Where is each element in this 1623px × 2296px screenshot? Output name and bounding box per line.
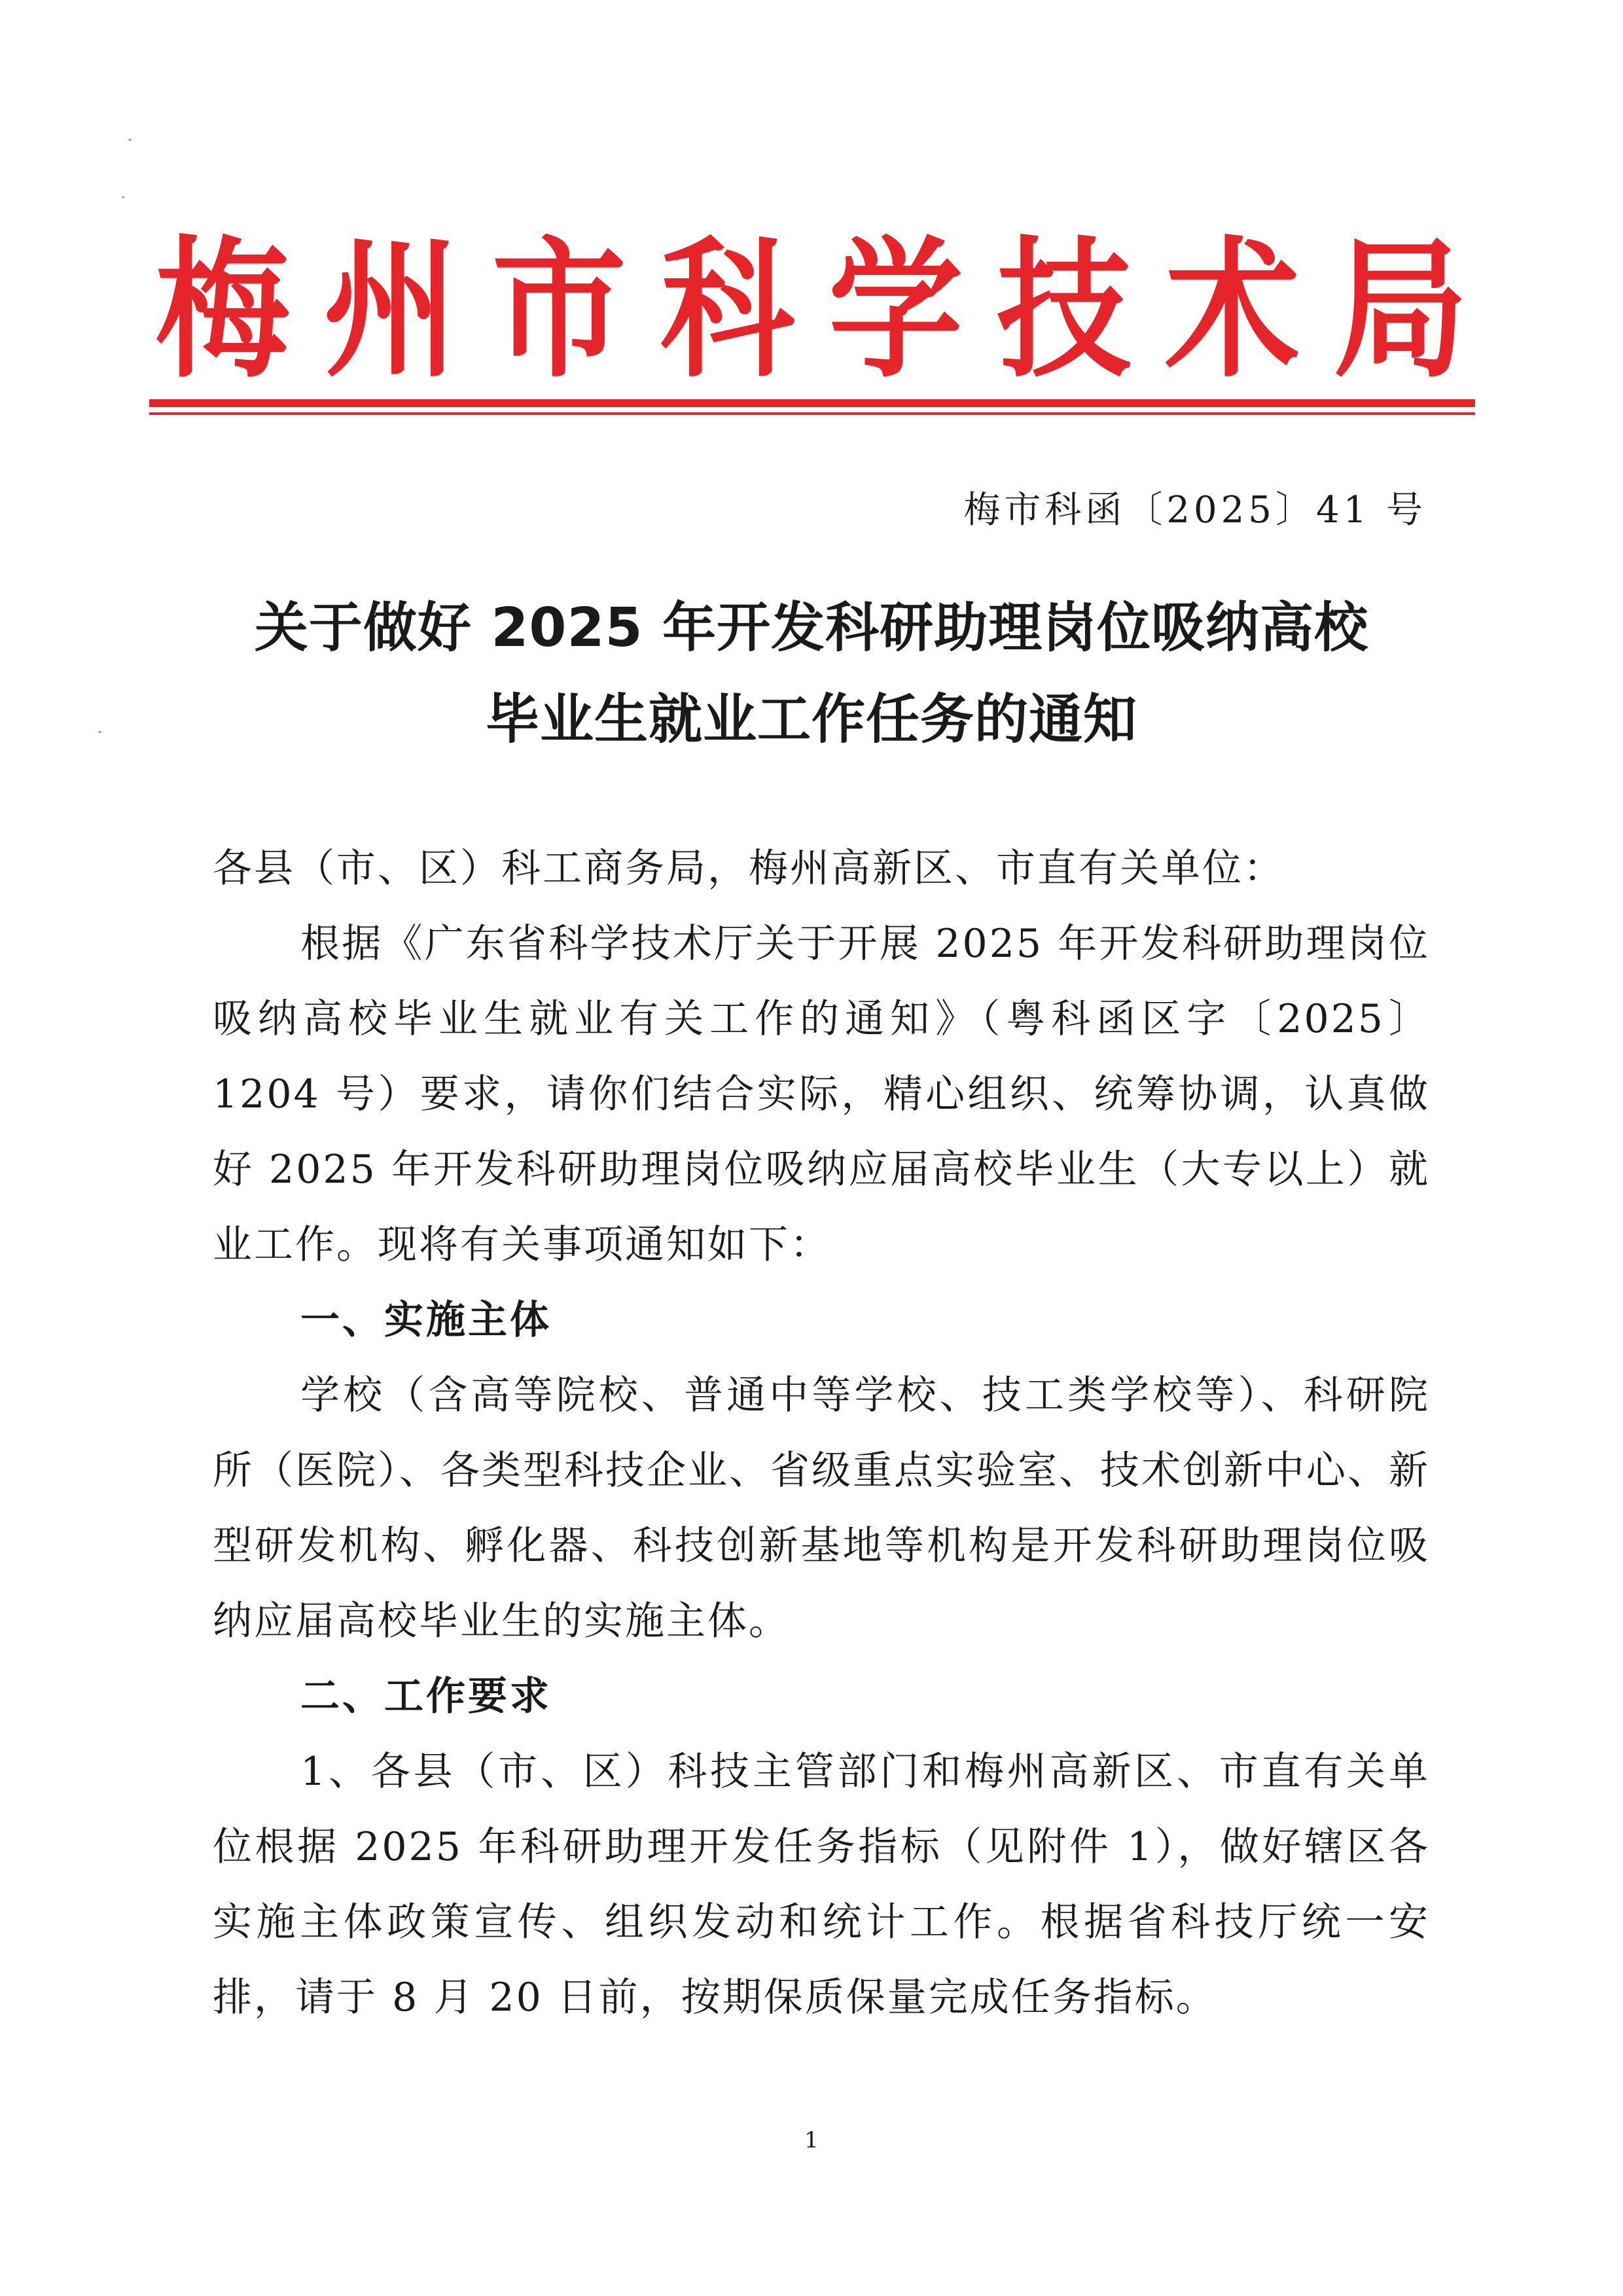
masthead-char: 学 (829, 223, 963, 398)
masthead (151, 223, 1472, 398)
masthead-char: 科 (660, 223, 794, 398)
masthead-rule-thin (149, 412, 1475, 415)
intro-paragraph: 根据《广东省科学技术厅关于开展 2025 年开发科研助理岗位吸纳高校毕业生就业有关工作的通知》（粤科函区字〔2025〕1204 号）要求，请你们结合实际，精心组织、统筹协调，认真做好 2025 年开发科研助理岗位吸纳应届高校毕业生（大专以上）就业工作。现将有关事项通知如下： (213, 921, 1430, 1268)
document-body (213, 831, 1430, 2036)
masthead-char: 技 (997, 223, 1132, 398)
salutation: 各县（市、区）科工商务局，梅州高新区、市直有关单位： (213, 846, 1285, 891)
scan-speck (122, 196, 124, 198)
title-line-2: 毕业生就业工作任务的通知 (485, 689, 1137, 751)
masthead-char: 市 (491, 223, 626, 398)
scan-speck (128, 139, 132, 141)
page-number: 1 (804, 2127, 819, 2153)
document-number: 梅市科函〔2025〕41 号 (963, 489, 1427, 531)
masthead-char: 州 (323, 223, 458, 398)
masthead-char: 梅 (155, 223, 290, 398)
section-heading-2: 二、工作要求 (300, 1674, 552, 1719)
masthead-rule-thick (149, 399, 1475, 407)
masthead-char: 局 (1333, 223, 1468, 398)
document-title (151, 583, 1472, 766)
masthead-char: 术 (1165, 223, 1300, 398)
scan-speck (98, 731, 101, 733)
title-line-1: 关于做好 2025 年开发科研助理岗位吸纳高校 (254, 597, 1369, 659)
section-heading-1: 一、实施主体 (300, 1297, 552, 1343)
section-1-paragraph: 学校（含高等院校、普通中等学校、技工类学校等）、科研院所（医院）、各类型科技企业、省级重点实验室、技术创新中心、新型研发机构、孵化器、科技创新基地等机构是开发科研助理岗位吸纳应届高校毕业生的实施主体。 (213, 1372, 1430, 1644)
requirement-item-1: 1、各县（市、区）科技主管部门和梅州高新区、市直有关单位根据 2025 年科研助理开发任务指标（见附件 1），做好辖区各实施主体政策宣传、组织发动和统计工作。根据省科技厅统一安排，请于 8 月 20 日前，按期保质保量完成任务指标。 (213, 1749, 1430, 2020)
